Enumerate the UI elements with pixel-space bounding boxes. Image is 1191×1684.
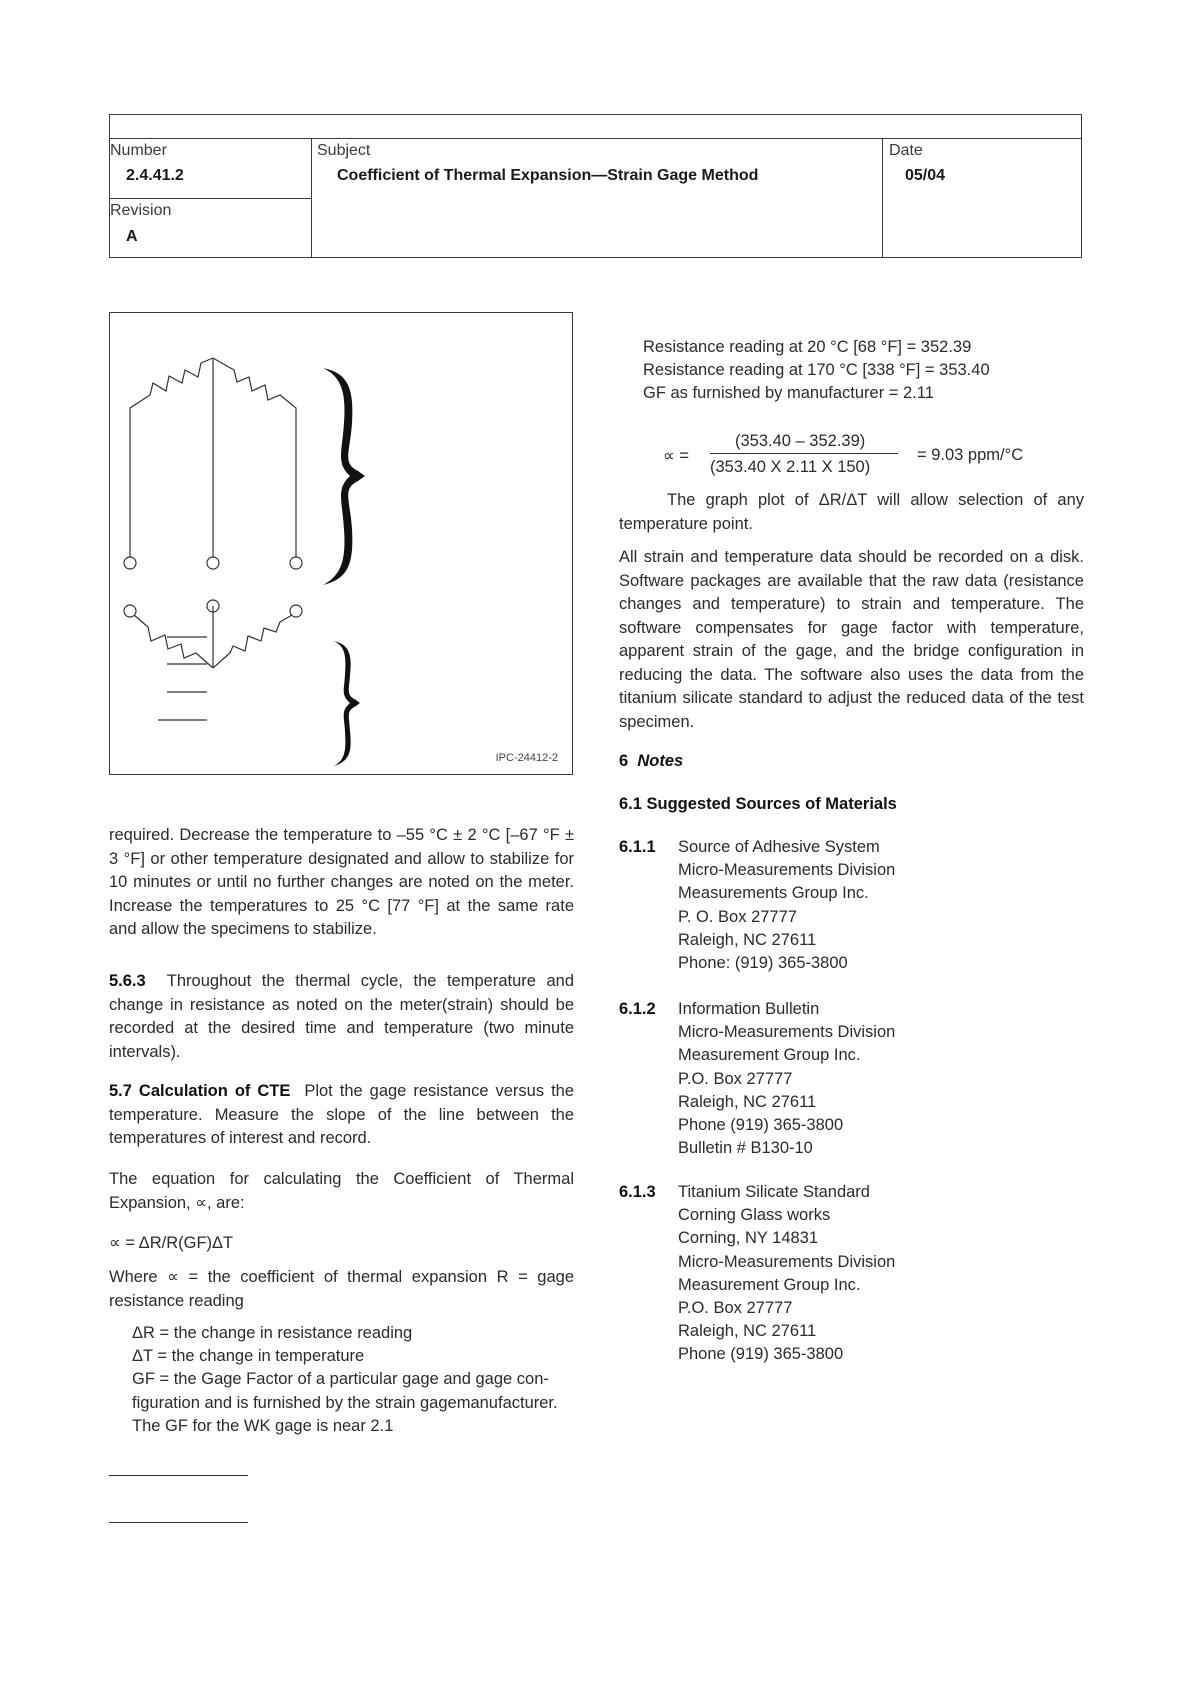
address-line: Raleigh, NC 27611 <box>678 1092 817 1111</box>
bridge-circuit-figure <box>109 312 573 775</box>
bottom-left-resistor-icon <box>134 615 213 668</box>
address-line: Micro-Measurements Division <box>678 1023 896 1042</box>
source-address <box>678 998 895 1160</box>
address-line: Source of Adhesive System <box>678 838 880 856</box>
footnote-rule <box>109 1475 248 1476</box>
date-label: Date <box>889 142 923 159</box>
terminal-icon <box>207 557 219 569</box>
source-number: 6.1.3 <box>619 1183 656 1201</box>
section-text: Plot the gage resistance versus the temperature. Measure the slope of the line between the temperatures of interest and record. <box>109 1082 575 1147</box>
address-line: Raleigh, NC 27611 <box>678 930 817 949</box>
section-5-7 <box>109 1080 574 1151</box>
top-right-resistor-icon <box>213 358 296 557</box>
fraction-bar <box>710 453 898 454</box>
terminal-icon <box>124 557 136 569</box>
section-number: 6 <box>619 752 629 770</box>
number-label: Number <box>110 142 167 159</box>
address-line: P.O. Box 27777 <box>678 1069 793 1088</box>
subject-label: Subject <box>317 142 371 159</box>
header-divider <box>311 138 312 257</box>
section-6-heading <box>619 752 683 771</box>
reading-20c: Resistance reading at 20 °C [68 °F] = 352.39 <box>643 338 972 356</box>
address-line: Phone (919) 365-3800 <box>678 1345 844 1364</box>
graph-note: The graph plot of ΔR/ΔT will allow selection of any temperature point. <box>619 491 1084 533</box>
section-text: Throughout the thermal cycle, the temperature and change in resistance as noted on the meter(strain) should be recorded at the desired time and temperature (two minute intervals). <box>109 972 574 1061</box>
address-line: Raleigh, NC 27611 <box>678 1322 817 1341</box>
source-number: 6.1.1 <box>619 838 656 856</box>
definition-gf-note: The GF for the WK gage is near 2.1 <box>132 1417 394 1435</box>
address-line: P.O. Box 27777 <box>678 1299 793 1318</box>
calc-result: = 9.03 ppm/°C <box>917 446 1024 464</box>
address-line: Corning Glass works <box>678 1206 831 1225</box>
source-address <box>678 836 895 975</box>
document-number: 2.4.41.2 <box>126 167 184 184</box>
address-line: Measurement Group Inc. <box>678 1275 861 1294</box>
definition-delta-r: ΔR = the change in resistance reading <box>132 1324 413 1342</box>
calc-numerator: (353.40 – 352.39) <box>735 432 866 450</box>
address-line: Bulletin # B130-10 <box>678 1139 813 1158</box>
address-line: Corning, NY 14831 <box>678 1229 819 1248</box>
address-line: Phone (919) 365-3800 <box>678 1116 844 1135</box>
procedure-paragraph: required. Decrease the temperature to –55 °C ± 2 °C [–67 °F ± 3 °F] or other temperature designated and allow to stabilize for 10 minutes or until no further changes are noted on the meter. Increase the temperatures to 25 °C [77 °F] at the same rate and allow the specimens to stabilize. <box>109 826 574 938</box>
calc-denominator: (353.40 X 2.11 X 150) <box>710 458 871 476</box>
top-brace-icon <box>323 368 365 585</box>
section-title: Notes <box>637 752 684 770</box>
source-address <box>678 1181 895 1367</box>
strain-gage-bridge-diagram <box>110 313 574 776</box>
figure-id: IPC-24412-2 <box>495 752 558 764</box>
address-line: P. O. Box 27777 <box>678 907 797 926</box>
header-divider <box>110 198 311 199</box>
revision-value: A <box>126 228 138 245</box>
equation-intro: The equation for calculating the Coefficient of Thermal Expansion, ∝, are: <box>109 1170 574 1212</box>
calc-lhs: ∝ = <box>663 447 690 465</box>
address-line: Information Bulletin <box>678 1000 820 1018</box>
revision-label: Revision <box>110 202 172 219</box>
definition-delta-t: ΔT = the change in temperature <box>132 1347 365 1365</box>
subject-title: Coefficient of Thermal Expansion—Strain Gage Method <box>337 167 759 184</box>
reading-170c: Resistance reading at 170 °C [338 °F] = 353.40 <box>643 361 990 379</box>
address-line: Titanium Silicate Standard <box>678 1183 870 1201</box>
address-line: Phone: (919) 365-3800 <box>678 954 848 973</box>
source-number: 6.1.2 <box>619 1000 656 1018</box>
section-5-6-3 <box>109 970 574 1064</box>
where-clause: Where ∝ = the coefficient of thermal expansion R = gage resistance reading <box>109 1268 574 1310</box>
section-6-1-heading: 6.1 Suggested Sources of Materials <box>619 795 897 813</box>
header-divider <box>882 138 883 257</box>
definition-gf: GF = the Gage Factor of a particular gage and gage con- <box>132 1370 549 1388</box>
definition-gf-cont: figuration and is furnished by the strain gagemanufacturer. <box>132 1394 558 1412</box>
data-recording-paragraph: All strain and temperature data should be recorded on a disk. Software packages are available that the raw data (resistance changes and temperature) to strain and temperature. The software compensates for gage factor with temperature, apparent strain of the gage, and the bridge configuration in reducing the data. The software also uses the data from the titanium silicate standard to adjust the reduced data of the test specimen. <box>619 548 1084 731</box>
bottom-brace-icon <box>334 641 360 766</box>
header-top-strip <box>110 115 1081 139</box>
address-line: Measurements Group Inc. <box>678 884 869 903</box>
footnote-rule <box>109 1522 248 1523</box>
cte-equation: ∝ = ΔR/R(GF)ΔT <box>109 1234 234 1252</box>
address-line: Measurement Group Inc. <box>678 1046 861 1065</box>
gage-factor: GF as furnished by manufacturer = 2.11 <box>643 384 934 402</box>
address-line: Micro-Measurements Division <box>678 861 896 880</box>
top-left-resistor-icon <box>130 358 213 557</box>
date-value: 05/04 <box>905 167 946 184</box>
bottom-right-resistor-icon <box>213 615 292 668</box>
document-header-table <box>109 114 1082 258</box>
address-line: Micro-Measurements Division <box>678 1252 896 1271</box>
terminal-icon <box>290 557 302 569</box>
section-number: 5.6.3 <box>109 972 146 990</box>
section-heading: 5.7 Calculation of CTE <box>109 1082 291 1100</box>
